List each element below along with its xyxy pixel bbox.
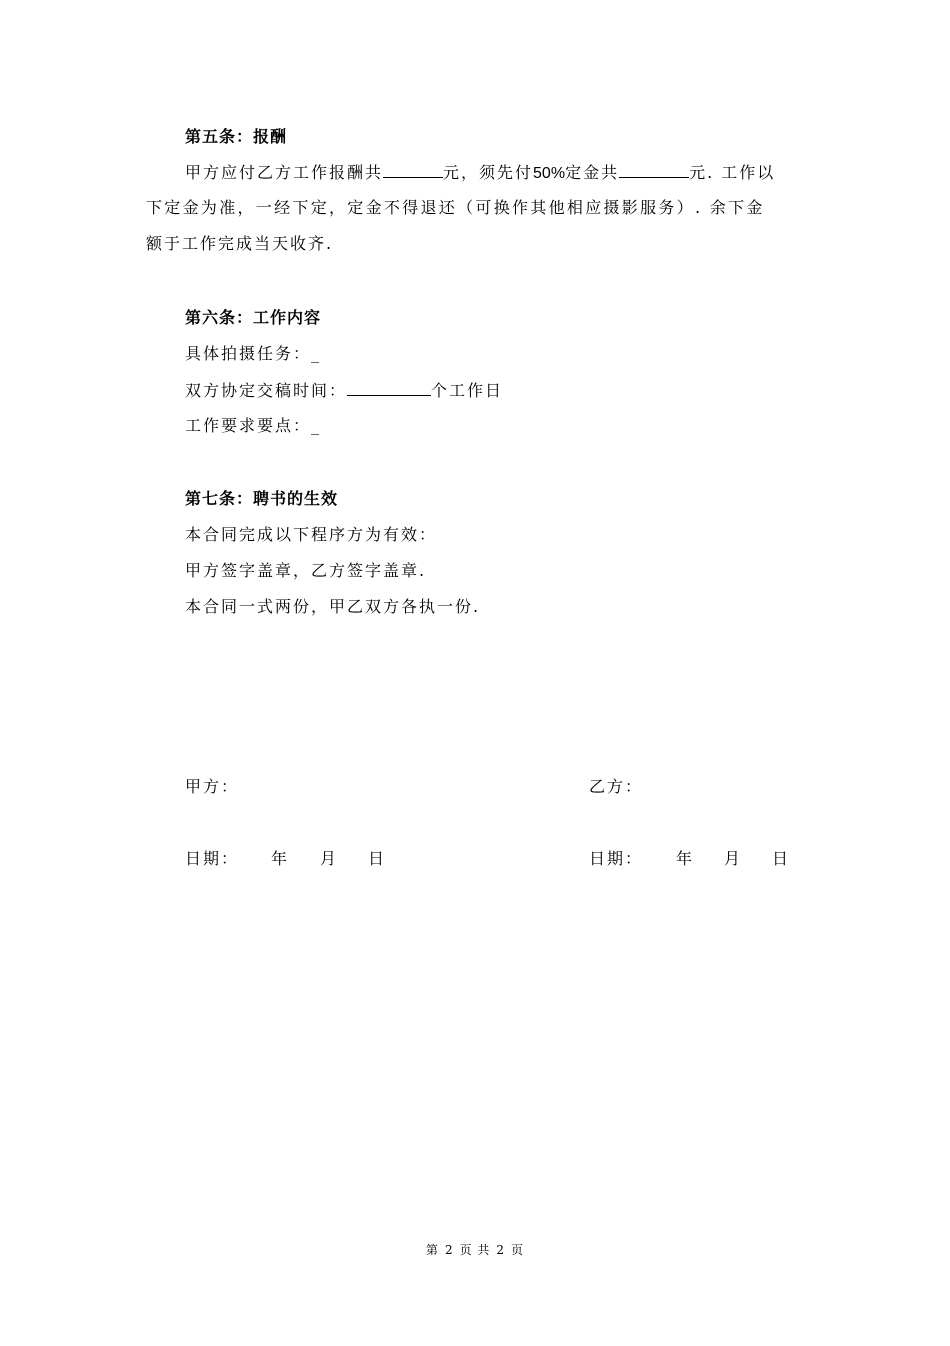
section-5-text-c: 定金共 (565, 163, 620, 182)
section-5-text-d: 元. 工作以 (689, 163, 776, 182)
deposit-percent: 50% (533, 165, 566, 182)
footer-suffix: 页 (511, 1243, 525, 1257)
work-requirements-line: 工作要求要点：_ (185, 416, 322, 435)
footer-current-page: 2 (444, 1243, 454, 1257)
party-a-date-year: 年 (271, 849, 288, 868)
section-5-paragraph-line-3: 额于工作完成当天收齐. (146, 234, 334, 253)
page-footer (0, 1241, 950, 1259)
deposit-amount-blank[interactable] (619, 161, 689, 178)
party-a-date-label: 日期： (185, 849, 240, 868)
footer-middle: 页 共 (459, 1243, 491, 1257)
party-b-date-month: 月 (724, 849, 741, 868)
validity-line-2: 甲方签字盖章，乙方签字盖章. (185, 561, 427, 580)
validity-line-1: 本合同完成以下程序方为有效： (185, 525, 438, 544)
footer-total-pages: 2 (496, 1243, 506, 1257)
delivery-time-label: 双方协定交稿时间： (185, 381, 348, 400)
party-a-date-month: 月 (320, 849, 337, 868)
section-6-heading: 第六条：工作内容 (185, 308, 322, 327)
shooting-task-line: 具体拍摄任务：_ (185, 344, 322, 363)
section-7-heading: 第七条：聘书的生效 (185, 489, 339, 508)
party-a-signature-label: 甲方： (185, 777, 240, 796)
section-5-heading: 第五条：报酬 (185, 127, 288, 146)
party-b-date-day: 日 (772, 849, 789, 868)
section-5-text-a: 甲方应付乙方工作报酬共 (185, 163, 384, 182)
party-b-date-label: 日期： (589, 849, 644, 868)
validity-line-3: 本合同一式两份，甲乙双方各执一份. (185, 597, 481, 616)
footer-prefix: 第 (425, 1243, 439, 1257)
delivery-time-unit: 个工作日 (431, 381, 504, 400)
salary-total-blank[interactable] (383, 161, 443, 178)
delivery-days-blank[interactable] (347, 379, 431, 396)
delivery-time-line (185, 379, 503, 402)
party-b-date-year: 年 (676, 849, 693, 868)
section-5-paragraph-line-1 (185, 161, 775, 185)
party-b-signature-label: 乙方： (589, 777, 644, 796)
party-a-date-day: 日 (368, 849, 385, 868)
section-5-text-b: 元，须先付 (443, 163, 534, 182)
section-5-paragraph-line-2: 下定金为准，一经下定，定金不得退还（可换作其他相应摄影服务）. 余下金 (146, 198, 765, 217)
